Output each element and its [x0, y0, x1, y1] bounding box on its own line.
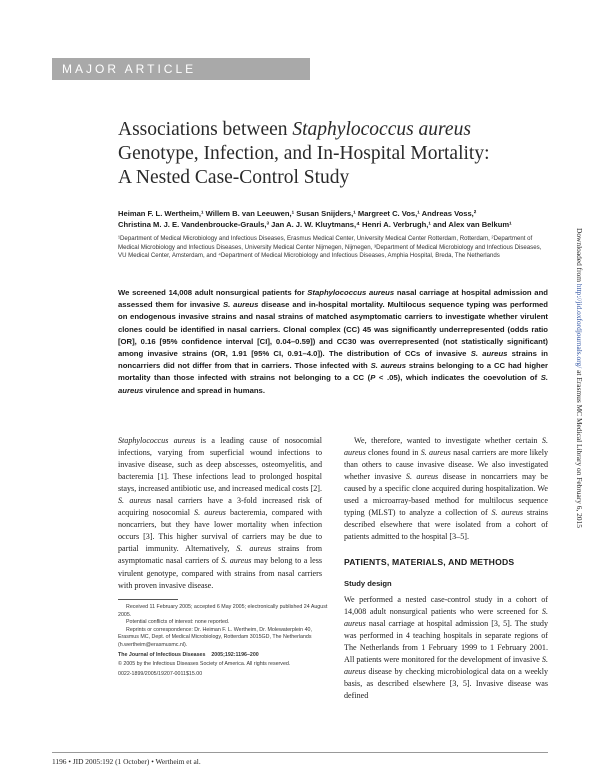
journal-citation: The Journal of Infectious Diseases 2005;192:1196–200	[118, 651, 259, 658]
page-footer: 1196 • JID 2005:192 (1 October) • Wertheim et al.	[52, 757, 201, 766]
body-column-left	[118, 435, 322, 592]
subsection-heading-study-design: Study design	[344, 579, 392, 589]
footnote-divider	[118, 599, 178, 600]
title-line-3: A Nested Case-Control Study	[118, 167, 350, 188]
aims-paragraph: We, therefore, wanted to investigate whether certain S. aureus clones found in S. aureus nasal carriers are more likely than others to cause invasive disease. We also investigated whether invasive S. aureus disease in noncarriers may be caused by a specific clone acquired during hospitalization. We used a microarray-based method for multilocus sequence typing (MLST) to analyze a collection of S. aureus strains described elsewhere that were isolated from a cohort of patients admitted to the hospital [3–5].	[344, 436, 549, 542]
author-list	[118, 209, 548, 230]
issn-note: 0022-1899/2005/19207-0011$15.00	[118, 670, 203, 677]
received-note: Received 11 February 2005; accepted 6 May 2005; electronically published 24 August 2005.	[118, 604, 328, 618]
download-watermark: Downloaded from http://jid.oxfordjournals.org/ at Erasmus MC Medical Library on February 6, 2015	[575, 228, 584, 528]
article-type-banner: MAJOR ARTICLE	[52, 58, 310, 80]
author-line-1: Heiman F. L. Wertheim,¹ Willem B. van Leeuwen,¹ Susan Snijders,¹ Margreet C. Vos,¹ Andreas Voss,²	[118, 209, 477, 218]
intro-paragraph: Staphylococcus aureus is a leading cause of nosocomial infections, varying from superficial wound infections to invasive disease, such as deep abscesses, osteomyelitis, and bacteremia [1]. These infections lead to prolonged hospital stays, increased antibiotic use, and increased medical costs [2]. S. aureus nasal carriers have a 3-fold increased risk of acquiring nosocomial S. aureus bacteremia, compared with noncarriers, but they have lower mortality when infection occurs [3]. This higher survival of carriers may be due to partial immunity. Alternatively, S. aureus strains from asymptomatic nasal carriers of S. aureus may belong to a less virulent genotype, compared with strains from nasal carriers with proven invasive disease.	[118, 436, 323, 590]
copyright-note: © 2005 by the Infectious Diseases Society of America. All rights reserved.	[118, 661, 291, 668]
title-line-2: Genotype, Infection, and In-Hospital Mortality:	[118, 143, 490, 164]
journal-link[interactable]: http://jid.oxfordjournals.org/	[575, 283, 584, 369]
affiliations: ¹Department of Medical Microbiology and Infectious Diseases, Erasmus Medical Center, University Medical Center Rotterdam, Rotterdam, ²Department of Medical Microbiology and Infectious Diseases, University Medical Center Nijmegen, Nijmegen, ³Department of Medical Microbiology and Infectious Diseases, VU Medical Center, Amsterdam, and ⁴Department of Medical Microbiology and Infectious Diseases, Amphia Hospital, Breda, The Netherlands	[118, 235, 542, 260]
study-design-paragraph: We performed a nested case-control study in a cohort of 14,008 adult nonsurgical patients who were screened for S. aureus nasal carriage at hospital admission [3, 5]. The study was performed in 4 teaching hospitals in separate regions of The Netherlands from 1 February 1999 to 1 February 2001. All patients were monitored for the development of invasive S. aureus disease by checking microbiological data on a weekly basis, as described elsewhere [3, 5]. Invasive disease was defined	[344, 594, 548, 700]
section-heading-methods: PATIENTS, MATERIALS, AND METHODS	[344, 557, 515, 568]
footnotes	[118, 604, 330, 678]
article-title	[118, 118, 538, 190]
conflicts-note: Potential conflicts of interest: none reported.	[126, 619, 230, 626]
abstract: We screened 14,008 adult nonsurgical patients for Staphylococcus aureus nasal carriage at hospital admission and assessed them for invasive S. aureus disease and in-hospital mortality. Multilocus sequence typing was performed on endogenous invasive strains and nasal strains of matched asymptomatic carriers to investigate whether virulent clones could be identified in nasal carriers. Clonal complex (CC) 45 was significantly underrepresented (odds ratio [OR], 0.16 [95% confidence interval [CI], 0.04–0.59]) and CC30 was overrepresented (not statistically significant) among invasive strains (OR, 1.91 [95% CI, 0.91–4.0]). The distribution of CCs of invasive S. aureus strains in noncarriers did not differ from that in carriers. Those infected with S. aureus strains belonging to a CC had higher mortality than those infected with strains not belonging to a CC (P < .05), which indicates the coevolution of S. aureus virulence and spread in humans.	[118, 288, 548, 395]
footer-divider	[52, 752, 548, 753]
title-line-1: Associations between Staphylococcus aureus	[118, 119, 471, 140]
reprints-note: Reprints or correspondence: Dr. Heiman F. L. Wertheim, Dr. Molewaterplein 40, Erasmus MC, Dept. of Medical Microbiology, Rotterdam 3015GD, The Netherlands (h.wertheim@erasmusmc.nl).	[118, 626, 312, 648]
body-column-right	[344, 435, 548, 702]
author-line-2: Christina M. J. E. Vandenbroucke-Grauls,³ Jan A. J. W. Kluytmans,⁴ Henri A. Verbrugh,¹ and Alex van Belkum¹	[118, 219, 512, 229]
